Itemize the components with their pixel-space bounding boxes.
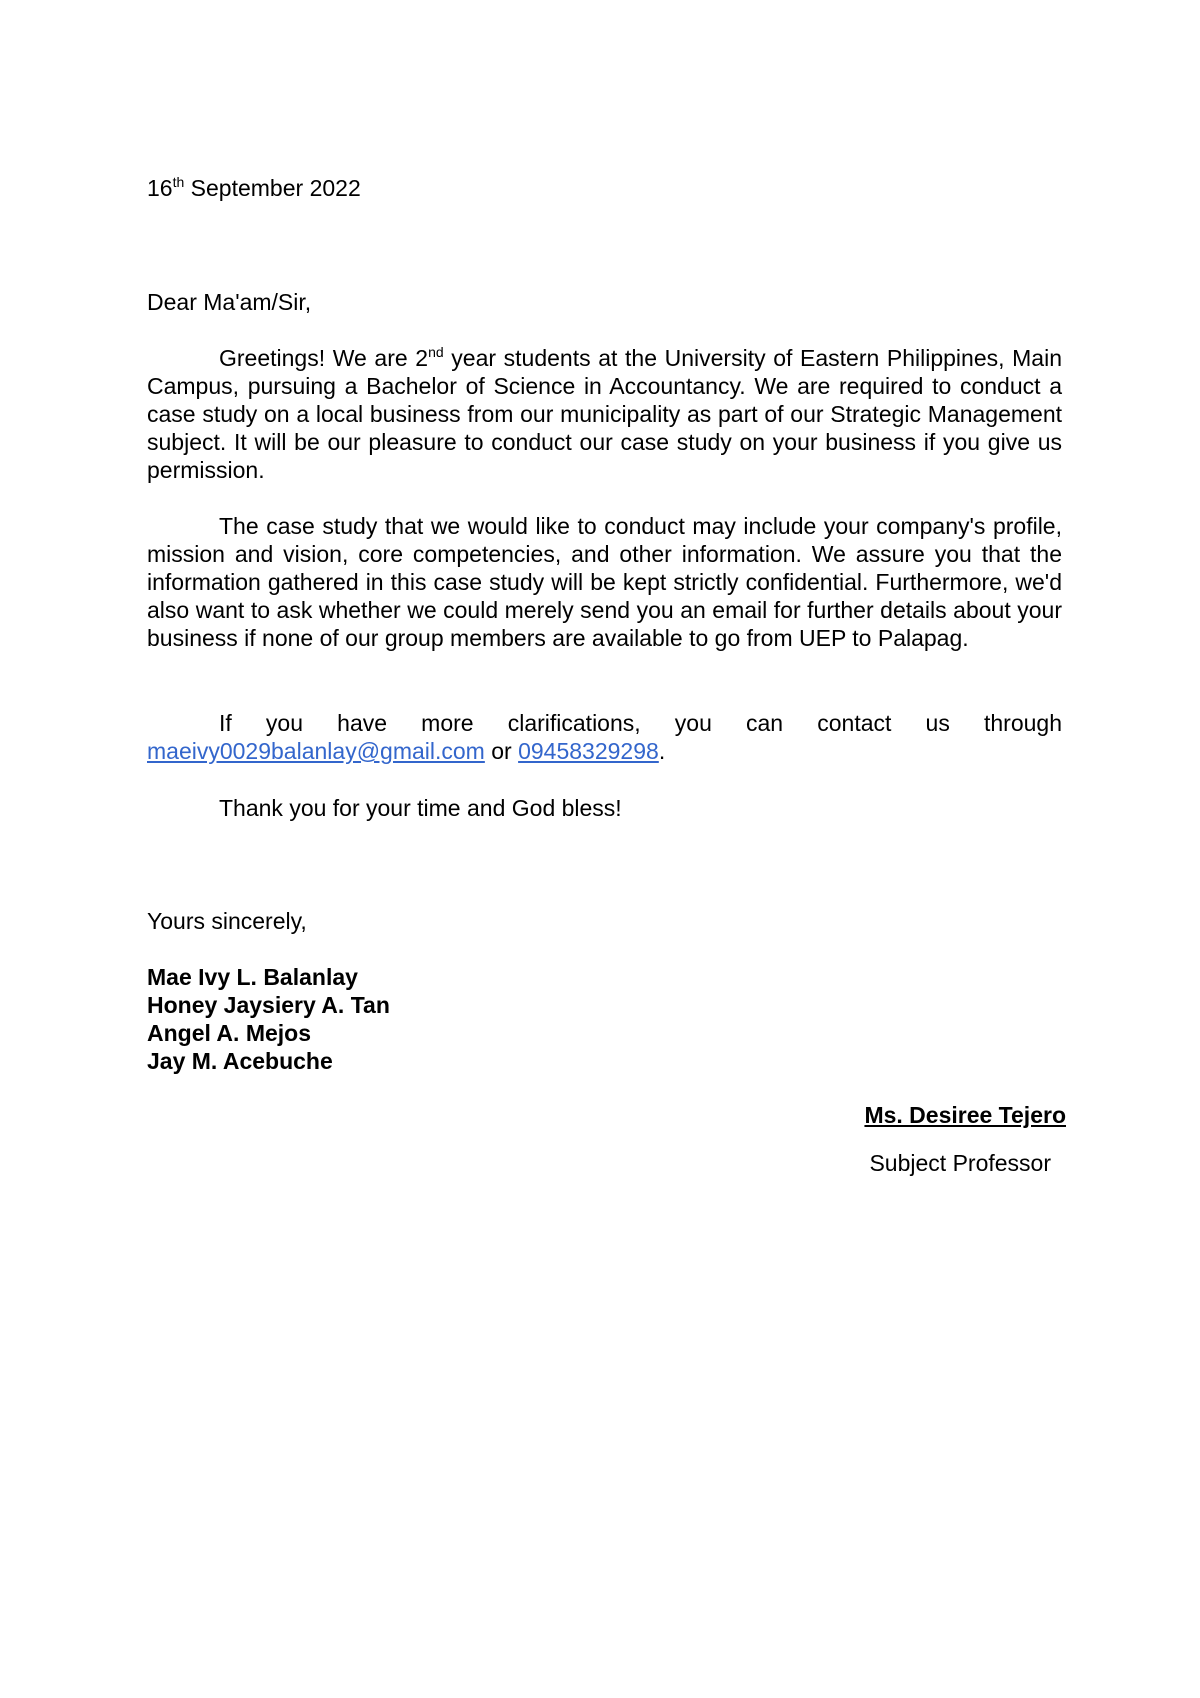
signatory-name: Mae Ivy L. Balanlay xyxy=(147,964,358,990)
p1-part-a: Greetings! We are 2 xyxy=(219,345,429,371)
signatories xyxy=(147,963,1062,1075)
p3-or: or xyxy=(484,738,519,764)
p3-part-a: If you have more clarifications, you can contact us through xyxy=(219,710,1062,736)
p2-text: The case study that we would like to conduct may include your company's profile, mission and vision, core competencies, and other information. We assure you that the information gathered in this case study will be kept strictly confidential. Furthermore, we'd also want to ask whether we could merely send you an email for further details about your business if none of our group members are available to go from UEP to Palapag. xyxy=(147,513,1062,651)
p1-part-b: year students at the University of Eastern Philippines, Main Campus, pursuing a Bachelor of Science in Accountancy. We are required to conduct a case study on a local business from our municipality as part of our Strategic Management subject. It will be our pleasure to conduct our case study on your business if you give us permission. xyxy=(147,345,1062,483)
date-suffix: th xyxy=(172,174,185,190)
signatory-name: Jay M. Acebuche xyxy=(147,1048,333,1074)
paragraph-1 xyxy=(147,344,1062,484)
salutation-text: Dear Ma'am/Sir, xyxy=(147,289,312,315)
signatory-name: Angel A. Mejos xyxy=(147,1020,311,1046)
paragraph-2 xyxy=(147,512,1062,652)
email-link[interactable]: maeivy0029balanlay@gmail.com xyxy=(147,738,485,764)
signatory-name: Honey Jaysiery A. Tan xyxy=(147,992,390,1018)
p3-end: . xyxy=(658,738,666,764)
salutation xyxy=(147,288,1062,316)
p4-text: Thank you for your time and God bless! xyxy=(219,795,622,821)
professor-name: Ms. Desiree Tejero xyxy=(864,1102,1066,1128)
closing xyxy=(147,907,1062,935)
professor-title: Subject Professor xyxy=(869,1150,1051,1176)
date-day: 16 xyxy=(147,175,173,201)
closing-text: Yours sincerely, xyxy=(147,908,307,934)
date-rest: September 2022 xyxy=(184,175,361,201)
p1-sup: nd xyxy=(428,344,444,360)
paragraph-4 xyxy=(147,794,1062,822)
phone-link[interactable]: 09458329298 xyxy=(518,738,659,764)
paragraph-3 xyxy=(147,709,1062,765)
letter-date xyxy=(147,174,1062,202)
